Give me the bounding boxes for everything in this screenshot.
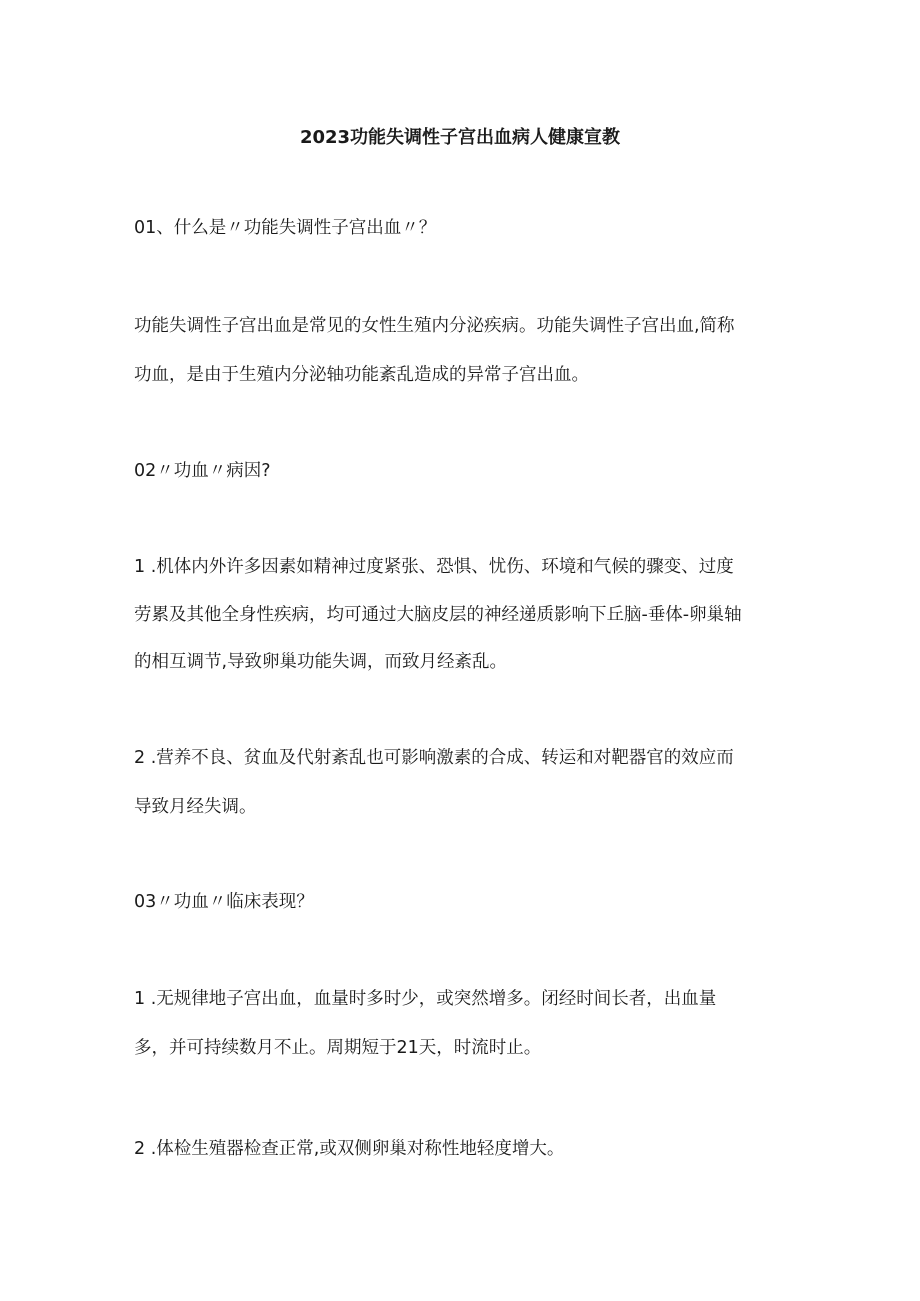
- section-heading-01: 01、什么是〃功能失调性子宫出血〃？: [134, 218, 437, 238]
- paragraph-line: 劳累及其他全身性疾病，均可通过大脑皮层的神经递质影响下丘脑-垂体-卵巢轴: [134, 605, 742, 625]
- paragraph-line: 2 .营养不良、贫血及代射紊乱也可影响激素的合成、转运和对靶器官的效应而: [134, 748, 734, 768]
- paragraph-line: 多，并可持续数月不止。周期短于21天，时流时止。: [134, 1038, 542, 1058]
- paragraph-line: 功能失调性子宫出血是常见的女性生殖内分泌疾病。功能失调性子宫出血,简称: [134, 316, 735, 336]
- paragraph-line: 功血，是由于生殖内分泌轴功能紊乱造成的异常子宫出血。: [134, 365, 589, 385]
- section-heading-03: 03〃功血〃临床表现？: [134, 892, 314, 912]
- section-heading-02: 02〃功血〃病因?: [134, 461, 271, 481]
- paragraph-line: 1 .机体内外许多因素如精神过度紧张、恐惧、忧伤、环境和气候的骤变、过度: [134, 557, 734, 577]
- paragraph-line: 的相互调节,导致卵巢功能失调，而致月经紊乱。: [134, 652, 508, 672]
- document-title: 2023功能失调性子宫出血病人健康宣教: [299, 127, 621, 148]
- paragraph-line: 1 .无规律地子宫出血，血量时多时少，或突然增多。闭经时间长者，出血量: [134, 989, 717, 1009]
- paragraph-line: 导致月经失调。: [134, 797, 257, 817]
- paragraph-line: 2 .体检生殖器检查正常,或双侧卵巢对称性地轻度增大。: [134, 1139, 565, 1159]
